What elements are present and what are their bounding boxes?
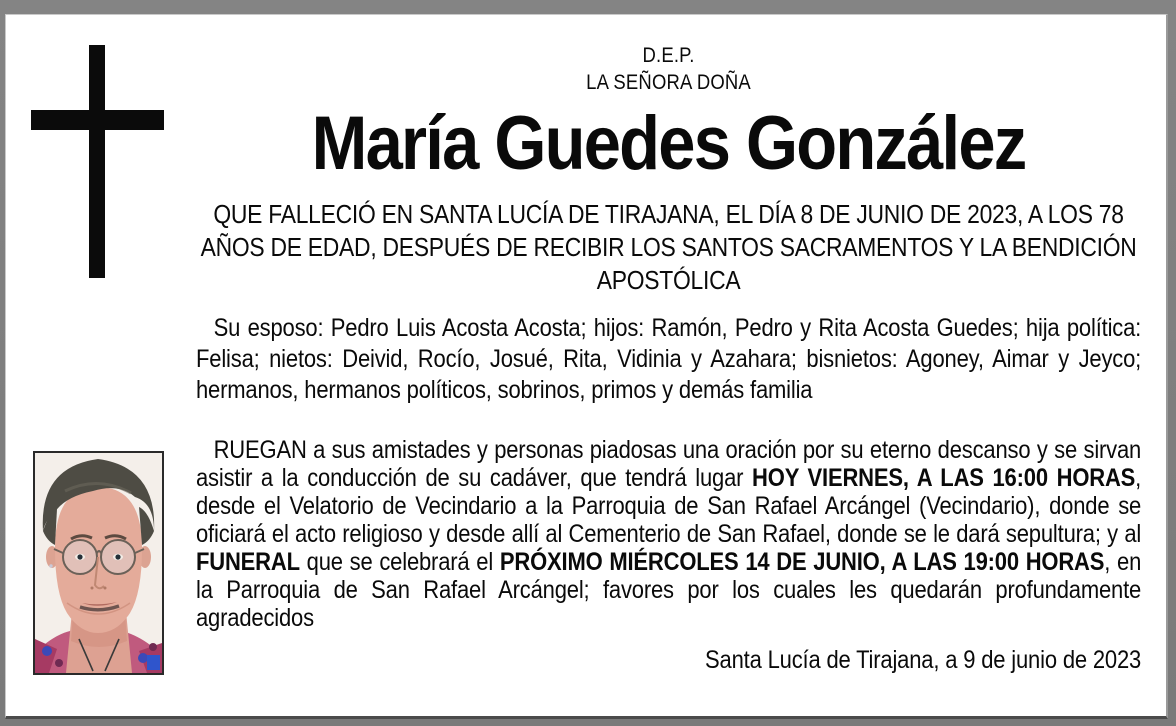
- cross-horizontal-bar: [31, 110, 164, 130]
- condensed-text-wrapper: [196, 42, 1141, 674]
- honorific-line: LA SEÑORA DOÑA: [586, 71, 751, 94]
- request-segment-2: , desde el Velatorio de Vecindario a la Parroquia de San Rafael Arcángel (Vecindario), donde se oficiará el acto religioso y desde allí al Cementerio de San Rafael, donde se le dará sepultura; y al: [196, 464, 1142, 548]
- request-bold-funeral-time: PRÓXIMO MIÉRCOLES 14 DE JUNIO, A LAS 19:00 HORAS: [499, 548, 1105, 576]
- request-segment-1: RUEGAN a sus amistades y personas piadosas una oración por su eterno descanso y se sirvan asistir a la conducción de su cadáver, que tendrá lugar: [196, 436, 1142, 492]
- deceased-name: María Guedes González: [311, 101, 1026, 186]
- earring: [49, 564, 52, 567]
- request-bold-cortege-time: HOY VIERNES, A LAS 16:00 HORAS: [752, 464, 1136, 492]
- funeral-request-paragraph: [196, 436, 1141, 632]
- portrait-photo: [33, 451, 164, 675]
- portrait-photo-illustration: [35, 453, 162, 673]
- notice-text-column: [196, 42, 1141, 674]
- request-segment-3: que se celebrará el: [299, 548, 500, 576]
- dep-abbreviation: D.E.P.: [642, 44, 695, 67]
- cross-vertical-bar: [89, 45, 105, 278]
- request-segment-4: , en la Parroquia de San Rafael Arcángel; favores por los cuales les quedarán profundamente agradecidos: [196, 548, 1142, 632]
- death-statement: QUE FALLECIÓ EN SANTA LUCÍA DE TIRAJANA, EL DÍA 8 DE JUNIO DE 2023, A LOS 78 AÑOS DE EDAD, DESPUÉS DE RECIBIR LOS SANTOS SACRAMENTOS Y LA BENDICIÓN APOSTÓLICA: [200, 199, 1137, 295]
- family-members-paragraph: Su esposo: Pedro Luis Acosta Acosta; hijos: Ramón, Pedro y Rita Acosta Guedes; hija política: Felisa; nietos: Deivid, Rocío, Josué, Rita, Vidinia y Azahara; bisnietos: Agoney, Aimar y Jeyco; hermanos, hermanos políticos, sobrinos, primos y demás familia: [196, 314, 1142, 404]
- obituary-notice-card: [5, 14, 1168, 719]
- place-date-line: Santa Lucía de Tirajana, a 9 de junio de 2023: [705, 646, 1142, 674]
- request-bold-funeral: FUNERAL: [196, 548, 300, 576]
